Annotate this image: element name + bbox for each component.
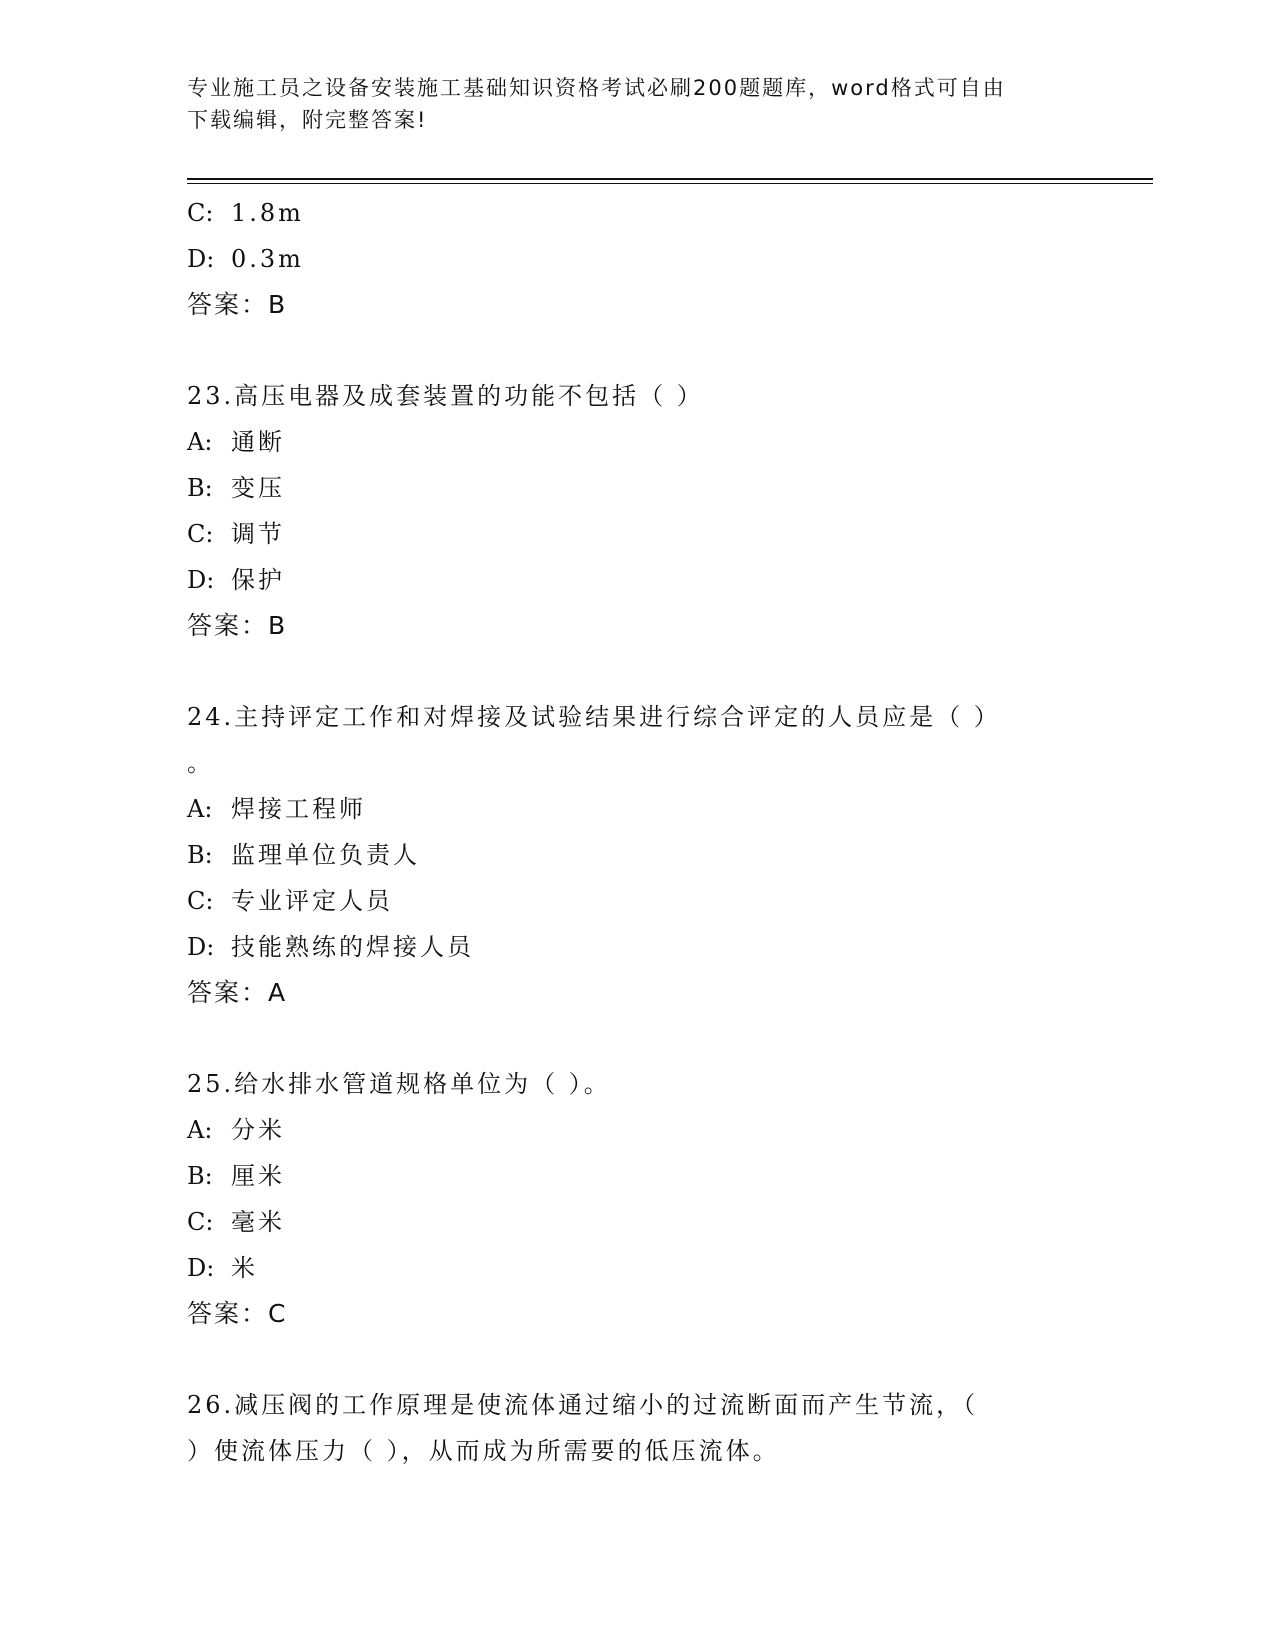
question-26-continued: ）使流体压力（ ），从而成为所需要的低压流体。 [187, 1437, 780, 1465]
answer: 答案：C [187, 1299, 288, 1328]
option-text: 技能熟练的焊接人员 [231, 933, 474, 961]
option-b [187, 1153, 1087, 1199]
option-key: D: [187, 245, 215, 273]
option-key: A: [187, 795, 213, 823]
option-key: C: [187, 887, 214, 915]
option-key: C: [187, 520, 214, 548]
document-header [187, 72, 1067, 136]
option-a [187, 786, 1087, 832]
question-24: 24.主持评定工作和对焊接及试验结果进行综合评定的人员应是（ ） [187, 703, 1001, 731]
answer: 答案：A [187, 978, 288, 1007]
option-key: A: [187, 428, 213, 456]
question-23: 23.高压电器及成套装置的功能不包括（ ） [187, 382, 704, 410]
option-b [187, 832, 1087, 878]
option-key: C: [187, 1208, 214, 1236]
option-text: 调节 [231, 520, 285, 548]
option-a [187, 419, 1087, 465]
answer: 答案：B [187, 611, 288, 640]
option-text: 焊接工程师 [231, 795, 366, 823]
option-c [187, 511, 1087, 557]
question-list [187, 190, 1087, 1474]
option-key: B: [187, 1162, 213, 1190]
option-key: C: [187, 199, 214, 227]
option-d [187, 1245, 1087, 1291]
header-line-2: 下载编辑，附完整答案! [187, 108, 428, 132]
option-key: B: [187, 841, 213, 869]
question-24-continued: 。 [187, 749, 214, 777]
option-text: 0.3m [231, 245, 304, 273]
option-key: B: [187, 474, 213, 502]
option-key: D: [187, 1254, 215, 1282]
answer: 答案：B [187, 290, 288, 319]
header-rule-thick [187, 178, 1153, 180]
header-line-1: 专业施工员之设备安装施工基础知识资格考试必刷200题题库，word格式可自由 [187, 76, 1006, 100]
option-text: 厘米 [231, 1162, 285, 1190]
question-26: 26.减压阀的工作原理是使流体通过缩小的过流断面而产生节流，（ [187, 1391, 979, 1419]
option-text: 分米 [231, 1116, 285, 1144]
option-key: D: [187, 933, 215, 961]
option-c [187, 878, 1087, 924]
option-text: 监理单位负责人 [231, 841, 420, 869]
option-a [187, 1107, 1087, 1153]
option-b [187, 465, 1087, 511]
option-key: D: [187, 566, 215, 594]
option-text: 毫米 [231, 1208, 285, 1236]
option-c [187, 1199, 1087, 1245]
header-rule-thin [187, 183, 1153, 184]
option-text: 保护 [231, 566, 285, 594]
option-d [187, 236, 1087, 282]
question-25: 25.给水排水管道规格单位为（ ）。 [187, 1070, 611, 1098]
option-c [187, 190, 1087, 236]
option-text: 米 [231, 1254, 258, 1282]
option-text: 1.8m [231, 199, 304, 227]
option-text: 通断 [231, 428, 285, 456]
option-d [187, 924, 1087, 970]
option-d [187, 557, 1087, 603]
option-key: A: [187, 1116, 213, 1144]
option-text: 变压 [231, 474, 285, 502]
option-text: 专业评定人员 [231, 887, 393, 915]
